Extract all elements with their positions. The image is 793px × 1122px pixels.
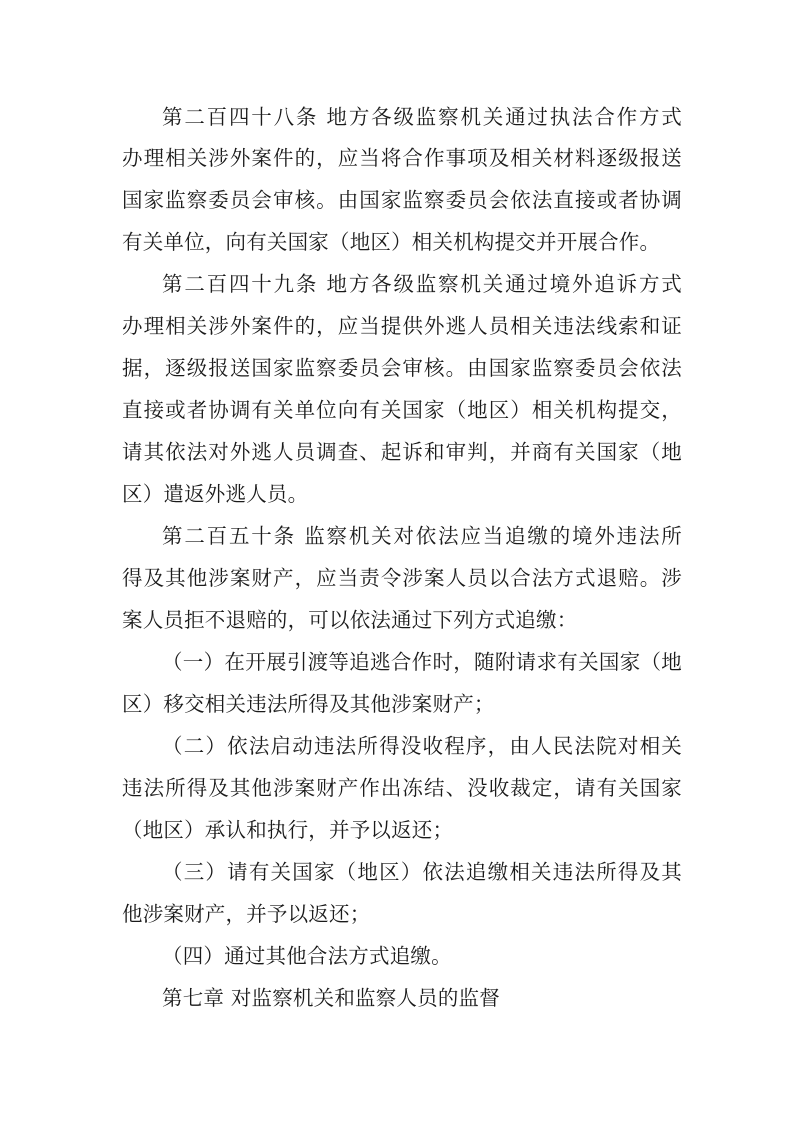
item-2-line-1: （二）依法启动违法所得没收程序，由人民法院对相关	[162, 734, 682, 758]
article-249-line-2: 办理相关涉外案件的，应当提供外逃人员相关违法线索和证	[122, 314, 682, 338]
item-1-line-2: 区）移交相关违法所得及其他涉案财产；	[122, 692, 495, 716]
article-248-line-4: 有关单位，向有关国家（地区）相关机构提交并开展合作。	[122, 230, 661, 254]
article-249-line-5: 请其依法对外逃人员调查、起诉和审判，并商有关国家（地	[122, 440, 682, 464]
item-2-line-2: 违法所得及其他涉案财产作出冻结、没收裁定，请有关国家	[122, 776, 682, 800]
item-3-line-2: 他涉案财产，并予以返还；	[122, 902, 371, 926]
article-250-line-2: 得及其他涉案财产，应当责令涉案人员以合法方式退赔。涉	[122, 566, 682, 590]
item-1-line-1: （一）在开展引渡等追逃合作时，随附请求有关国家（地	[162, 650, 682, 674]
article-249-line-3: 据，逐级报送国家监察委员会审核。由国家监察委员会依法	[122, 356, 682, 380]
article-249-line-1: 第二百四十九条 地方各级监察机关通过境外追诉方式	[162, 272, 682, 296]
article-249-line-6: 区）遣返外逃人员。	[122, 482, 309, 506]
article-248-line-3: 国家监察委员会审核。由国家监察委员会依法直接或者协调	[122, 188, 682, 212]
article-250-line-1: 第二百五十条 监察机关对依法应当追缴的境外违法所	[162, 524, 682, 548]
article-248-line-1: 第二百四十八条 地方各级监察机关通过执法合作方式	[162, 105, 682, 129]
item-3-line-1: （三）请有关国家（地区）依法追缴相关违法所得及其	[162, 860, 682, 884]
chapter-heading: 第七章 对监察机关和监察人员的监督	[162, 986, 500, 1010]
item-4-line-1: （四）通过其他合法方式追缴。	[162, 944, 452, 968]
item-2-line-3: （地区）承认和执行，并予以返还；	[122, 818, 454, 842]
article-249-line-4: 直接或者协调有关单位向有关国家（地区）相关机构提交，	[122, 398, 682, 422]
article-248-line-2: 办理相关涉外案件的，应当将合作事项及相关材料逐级报送	[122, 146, 682, 170]
article-250-line-3: 案人员拒不退赔的，可以依法通过下列方式追缴：	[122, 608, 578, 632]
